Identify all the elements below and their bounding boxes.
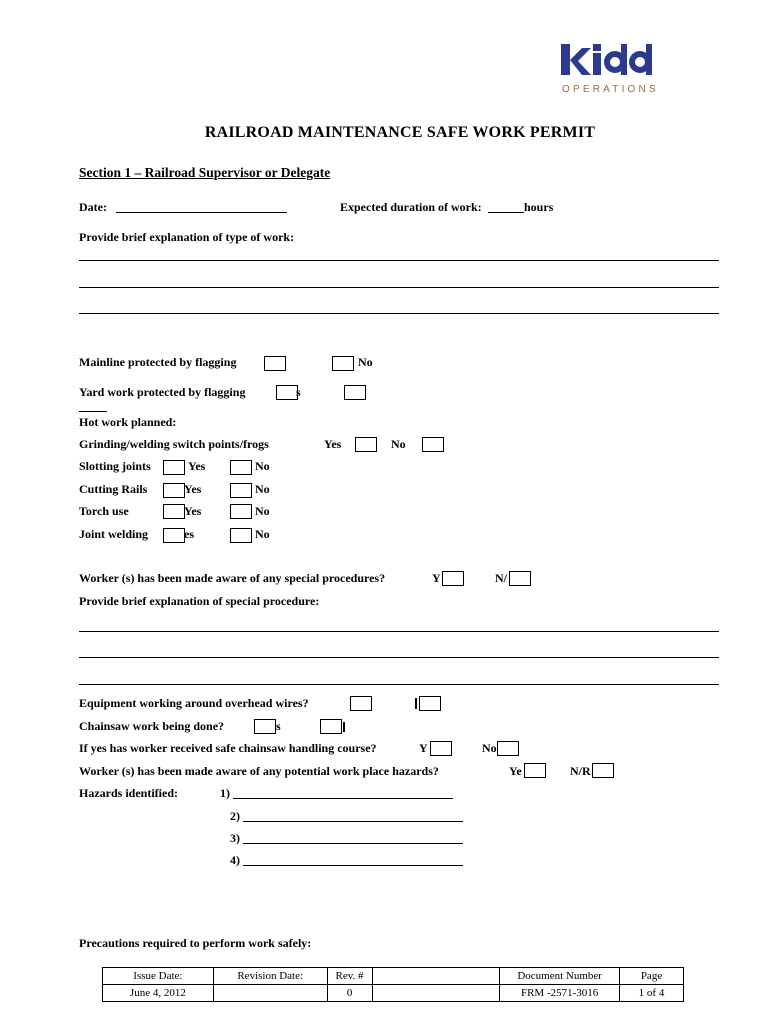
- hotwork-row-label: Joint welding: [79, 527, 149, 541]
- hotwork-row-label: Cutting Rails: [79, 482, 148, 496]
- chainsaw-no-checkbox[interactable]: [320, 719, 342, 734]
- work-explanation-line[interactable]: [79, 260, 719, 261]
- special-explanation-line[interactable]: [79, 631, 719, 632]
- hazards-yes-checkbox[interactable]: [524, 763, 546, 778]
- footer-value-cell: [372, 985, 500, 1002]
- torch-no-label: No: [255, 504, 270, 518]
- torch-yes-label: Yes: [184, 504, 202, 518]
- special-yes-checkbox[interactable]: [442, 571, 464, 586]
- yard-flagging-label: Yard work protected by flagging: [79, 385, 246, 399]
- logo-subtitle: OPERATIONS: [562, 84, 659, 95]
- page-title: RAILROAD MAINTENANCE SAFE WORK PERMIT: [204, 124, 596, 141]
- document-footer-table: [102, 967, 684, 1002]
- footer-value-cell: 1 of 4: [620, 985, 684, 1002]
- work-explanation-line[interactable]: [79, 313, 719, 314]
- footer-value-cell: [213, 985, 327, 1002]
- duration-field[interactable]: [488, 212, 524, 213]
- course-no-label: No: [482, 741, 497, 755]
- hazards-yes-label: Ye: [509, 764, 522, 778]
- torch-no-checkbox[interactable]: [230, 504, 252, 519]
- hazard-item-field[interactable]: [243, 821, 463, 822]
- footer-value-cell: FRM -2571-3016: [500, 985, 620, 1002]
- hazards-identified-label: Hazards identified:: [79, 786, 178, 800]
- footer-header-row: [103, 968, 684, 985]
- yard-yes-checkbox[interactable]: [276, 385, 298, 400]
- overhead-no-fragment-mark: [415, 698, 417, 709]
- yard-yes-fragment: s: [296, 385, 301, 399]
- slotting-no-checkbox[interactable]: [230, 460, 252, 475]
- grinding-yes-label: Yes: [324, 437, 342, 451]
- special-yes-label: Y: [432, 571, 441, 585]
- duration-label: Expected duration of work:: [340, 200, 482, 214]
- company-logo: [558, 40, 662, 98]
- cutting-yes-label: Yes: [184, 482, 202, 496]
- hazard-item-number: 2): [230, 809, 240, 823]
- footer-header-cell: Revision Date:: [213, 968, 327, 985]
- joint-yes-label: es: [184, 527, 194, 541]
- hazards-aware-label: Worker (s) has been made aware of any potential work place hazards?: [79, 764, 439, 778]
- kidd-logo-mark: [558, 40, 662, 80]
- mainline-flagging-label: Mainline protected by flagging: [79, 355, 237, 369]
- overhead-wires-label: Equipment working around overhead wires?: [79, 696, 309, 710]
- footer-value-cell: June 4, 2012: [103, 985, 214, 1002]
- joint-yes-checkbox[interactable]: [163, 528, 185, 543]
- slotting-yes-checkbox[interactable]: [163, 460, 185, 475]
- cutting-no-label: No: [255, 482, 270, 496]
- footer-value-cell: 0: [327, 985, 372, 1002]
- hotwork-row-label: Torch use: [79, 504, 129, 518]
- special-na-label: N/: [495, 571, 507, 585]
- hazard-item-number: 4): [230, 853, 240, 867]
- hazard-item-field[interactable]: [243, 865, 463, 866]
- chainsaw-course-label: If yes has worker received safe chainsaw handling course?: [79, 741, 377, 755]
- chainsaw-no-fragment-mark: [343, 722, 345, 732]
- grinding-yes-checkbox[interactable]: [355, 437, 377, 452]
- hazard-item-number: 3): [230, 831, 240, 845]
- work-explanation-label: Provide brief explanation of type of work:: [79, 230, 295, 244]
- cutting-no-checkbox[interactable]: [230, 483, 252, 498]
- grinding-label: Grinding/welding switch points/frogs: [79, 437, 269, 451]
- course-yes-label: Y: [419, 741, 428, 755]
- chainsaw-yes-fragment: s: [276, 719, 281, 733]
- hazards-nr-checkbox[interactable]: [592, 763, 614, 778]
- yard-no-checkbox[interactable]: [344, 385, 366, 400]
- cutting-yes-checkbox[interactable]: [163, 483, 185, 498]
- chainsaw-yes-checkbox[interactable]: [254, 719, 276, 734]
- overhead-no-checkbox[interactable]: [419, 696, 441, 711]
- precautions-label: Precautions required to perform work safely:: [79, 936, 312, 950]
- course-yes-checkbox[interactable]: [430, 741, 452, 756]
- mainline-yes-checkbox[interactable]: [264, 356, 286, 371]
- footer-header-cell: Issue Date:: [103, 968, 214, 985]
- hot-work-marker-line: [79, 411, 107, 412]
- hazard-item-number: 1): [220, 786, 230, 800]
- overhead-yes-checkbox[interactable]: [350, 696, 372, 711]
- footer-header-cell: Document Number: [500, 968, 620, 985]
- mainline-no-checkbox[interactable]: [332, 356, 354, 371]
- section-heading: Section 1 – Railroad Supervisor or Delegate: [79, 165, 331, 180]
- special-explanation-line[interactable]: [79, 684, 719, 685]
- special-aware-label: Worker (s) has been made aware of any special procedures?: [79, 571, 386, 585]
- mainline-no-label: No: [358, 355, 373, 369]
- slotting-no-label: No: [255, 459, 270, 473]
- footer-header-cell: Page: [620, 968, 684, 985]
- course-no-checkbox[interactable]: [497, 741, 519, 756]
- grinding-no-checkbox[interactable]: [422, 437, 444, 452]
- hot-work-heading: Hot work planned:: [79, 415, 177, 429]
- hotwork-row-label: Slotting joints: [79, 459, 151, 473]
- joint-no-checkbox[interactable]: [230, 528, 252, 543]
- hazard-item-field[interactable]: [233, 798, 453, 799]
- footer-header-cell: Rev. #: [327, 968, 372, 985]
- slotting-yes-label: Yes: [188, 459, 206, 473]
- grinding-no-label: No: [391, 437, 406, 451]
- special-na-checkbox[interactable]: [509, 571, 531, 586]
- date-label: Date:: [79, 200, 107, 214]
- chainsaw-label: Chainsaw work being done?: [79, 719, 225, 733]
- footer-value-row: [103, 985, 684, 1002]
- work-explanation-line[interactable]: [79, 287, 719, 288]
- torch-yes-checkbox[interactable]: [163, 504, 185, 519]
- hazards-nr-label: N/R: [570, 764, 591, 778]
- duration-unit: hours: [524, 200, 554, 214]
- special-explanation-label: Provide brief explanation of special procedure:: [79, 594, 320, 608]
- hazard-item-field[interactable]: [243, 843, 463, 844]
- footer-header-cell: [372, 968, 500, 985]
- date-field[interactable]: [116, 212, 287, 213]
- joint-no-label: No: [255, 527, 270, 541]
- special-explanation-line[interactable]: [79, 657, 719, 658]
